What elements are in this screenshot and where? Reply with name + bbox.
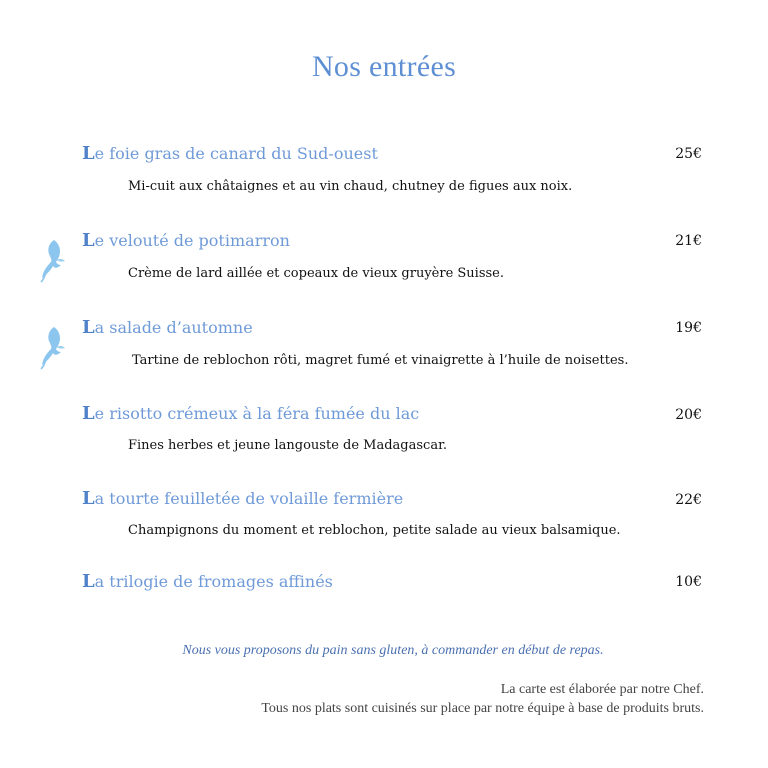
dish-price: 21€ — [675, 233, 702, 249]
dish-initial: L — [82, 488, 95, 509]
dish-description: Fines herbes et jeune langouste de Madagascar. — [128, 438, 447, 453]
dish-name-text: a tourte feuilletée de volaille fermière — [94, 489, 404, 508]
dish-price: 19€ — [675, 320, 702, 336]
dish-initial: L — [82, 143, 95, 164]
dish-price: 22€ — [675, 492, 702, 508]
page-title: Nos entrées — [311, 50, 457, 83]
dish-name — [82, 403, 419, 424]
dish-name — [82, 317, 253, 338]
dish-description: Champignons du moment et reblochon, petite salade au vieux balsamique. — [128, 523, 621, 538]
leaf-icon — [38, 238, 70, 284]
dish-name — [82, 488, 403, 509]
dish-description: Mi-cuit aux châtaignes et au vin chaud, chutney de figues aux noix. — [128, 179, 573, 194]
leaf-icon — [38, 325, 70, 371]
dish-initial: L — [82, 571, 95, 592]
dish-initial: L — [82, 317, 95, 338]
dish-initial: L — [82, 230, 95, 251]
dish-description: Tartine de reblochon rôti, magret fumé et vinaigrette à l’huile de noisettes. — [132, 353, 629, 368]
footer-notes — [261, 680, 704, 718]
dish-price: 10€ — [675, 574, 702, 590]
dish-name — [82, 571, 333, 592]
dish-price: 25€ — [675, 146, 702, 162]
dish-name — [82, 230, 290, 251]
dish-name-text: e risotto crémeux à la féra fumée du lac — [94, 404, 420, 423]
dish-description: Crème de lard aillée et copeaux de vieux gruyère Suisse. — [128, 266, 505, 281]
footer-chef-line: La carte est élaborée par notre Chef. — [500, 682, 704, 697]
dish-initial: L — [82, 403, 95, 424]
dish-price: 20€ — [675, 407, 702, 423]
footer-homemade-line: Tous nos plats sont cuisinés sur place par notre équipe à base de produits bruts. — [261, 701, 704, 716]
dish-name-text: e velouté de potimarron — [94, 231, 290, 250]
dish-name-text: e foie gras de canard du Sud-ouest — [94, 144, 378, 163]
dish-name-text: a salade d’automne — [94, 318, 253, 337]
gluten-free-note: Nous vous proposons du pain sans gluten, à commander en début de repas. — [182, 643, 604, 658]
dish-name — [82, 143, 378, 164]
dish-name-text: a trilogie de fromages affinés — [94, 572, 333, 591]
